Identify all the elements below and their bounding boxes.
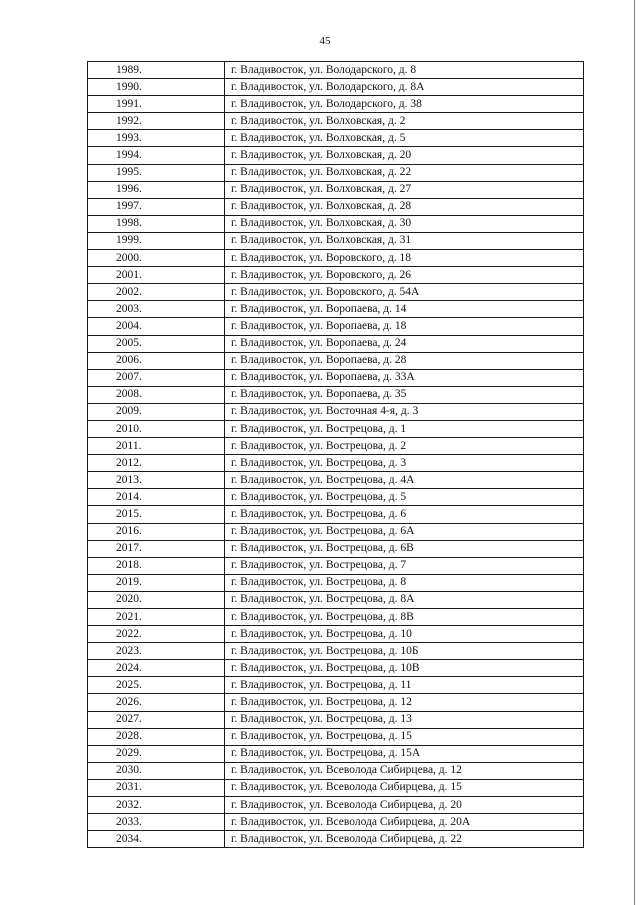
- table-row: [88, 728, 584, 745]
- table-row: [88, 250, 584, 267]
- address-cell: г. Владивосток, ул. Воровского, д. 54А: [225, 284, 584, 301]
- table-row: [88, 797, 584, 814]
- address-cell: г. Владивосток, ул. Вострецова, д. 2: [225, 438, 584, 455]
- table-row: [88, 284, 584, 301]
- row-number-cell: 2003.: [88, 301, 225, 318]
- table-row: [88, 335, 584, 352]
- row-number-cell: 1992.: [88, 113, 225, 130]
- scan-edge-line: [634, 0, 635, 905]
- address-cell: г. Владивосток, ул. Вострецова, д. 6: [225, 506, 584, 523]
- address-cell: г. Владивосток, ул. Вострецова, д. 6В: [225, 540, 584, 557]
- address-cell: г. Владивосток, ул. Всеволода Сибирцева, д. 20: [225, 797, 584, 814]
- table-row: [88, 62, 584, 79]
- address-cell: г. Владивосток, ул. Вострецова, д. 4А: [225, 472, 584, 489]
- table-row: [88, 301, 584, 318]
- address-cell: г. Владивосток, ул. Волховская, д. 20: [225, 147, 584, 164]
- row-number-cell: 2026.: [88, 694, 225, 711]
- table-row: [88, 438, 584, 455]
- table-row: [88, 609, 584, 626]
- table-row: [88, 147, 584, 164]
- table-row: [88, 745, 584, 762]
- table-row: [88, 403, 584, 420]
- row-number-cell: 1994.: [88, 147, 225, 164]
- table-row: [88, 540, 584, 557]
- table-row: [88, 472, 584, 489]
- row-number-cell: 2021.: [88, 609, 225, 626]
- table-row: [88, 660, 584, 677]
- address-cell: г. Владивосток, ул. Воропаева, д. 33А: [225, 369, 584, 386]
- address-cell: г. Владивосток, ул. Волховская, д. 31: [225, 232, 584, 249]
- table-row: [88, 181, 584, 198]
- table-row: [88, 711, 584, 728]
- row-number-cell: 2028.: [88, 728, 225, 745]
- table-row: [88, 831, 584, 848]
- address-cell: г. Владивосток, ул. Вострецова, д. 12: [225, 694, 584, 711]
- table-row: [88, 420, 584, 437]
- row-number-cell: 2034.: [88, 831, 225, 848]
- address-cell: г. Владивосток, ул. Всеволода Сибирцева, д. 15: [225, 779, 584, 796]
- row-number-cell: 2007.: [88, 369, 225, 386]
- table-row: [88, 113, 584, 130]
- row-number-cell: 2010.: [88, 420, 225, 437]
- table-row: [88, 318, 584, 335]
- row-number-cell: 2019.: [88, 574, 225, 591]
- table-row: [88, 455, 584, 472]
- address-cell: г. Владивосток, ул. Володарского, д. 8: [225, 62, 584, 79]
- address-table-body: [88, 62, 584, 848]
- table-row: [88, 232, 584, 249]
- address-cell: г. Владивосток, ул. Володарского, д. 8А: [225, 79, 584, 96]
- address-cell: г. Владивосток, ул. Вострецова, д. 7: [225, 557, 584, 574]
- row-number-cell: 2006.: [88, 352, 225, 369]
- table-row: [88, 523, 584, 540]
- address-cell: г. Владивосток, ул. Воропаева, д. 14: [225, 301, 584, 318]
- row-number-cell: 2013.: [88, 472, 225, 489]
- row-number-cell: 2024.: [88, 660, 225, 677]
- table-row: [88, 574, 584, 591]
- address-cell: г. Владивосток, ул. Воропаева, д. 35: [225, 386, 584, 403]
- table-row: [88, 130, 584, 147]
- row-number-cell: 2031.: [88, 779, 225, 796]
- table-row: [88, 164, 584, 181]
- row-number-cell: 1998.: [88, 215, 225, 232]
- row-number-cell: 2029.: [88, 745, 225, 762]
- table-row: [88, 489, 584, 506]
- row-number-cell: 1996.: [88, 181, 225, 198]
- row-number-cell: 2017.: [88, 540, 225, 557]
- address-cell: г. Владивосток, ул. Вострецова, д. 11: [225, 677, 584, 694]
- page-number: 45: [319, 35, 331, 47]
- table-row: [88, 643, 584, 660]
- table-row: [88, 814, 584, 831]
- row-number-cell: 2008.: [88, 386, 225, 403]
- address-cell: г. Владивосток, ул. Вострецова, д. 3: [225, 455, 584, 472]
- table-row: [88, 677, 584, 694]
- row-number-cell: 2015.: [88, 506, 225, 523]
- row-number-cell: 2004.: [88, 318, 225, 335]
- address-cell: г. Владивосток, ул. Вострецова, д. 1: [225, 420, 584, 437]
- table-row: [88, 369, 584, 386]
- address-cell: г. Владивосток, ул. Воропаева, д. 24: [225, 335, 584, 352]
- row-number-cell: 2030.: [88, 762, 225, 779]
- address-cell: г. Владивосток, ул. Вострецова, д. 10В: [225, 660, 584, 677]
- address-cell: г. Владивосток, ул. Вострецова, д. 13: [225, 711, 584, 728]
- address-cell: г. Владивосток, ул. Всеволода Сибирцева, д. 22: [225, 831, 584, 848]
- table-row: [88, 626, 584, 643]
- table-row: [88, 352, 584, 369]
- address-cell: г. Владивосток, ул. Вострецова, д. 8В: [225, 609, 584, 626]
- table-row: [88, 762, 584, 779]
- row-number-cell: 2016.: [88, 523, 225, 540]
- row-number-cell: 2002.: [88, 284, 225, 301]
- address-cell: г. Владивосток, ул. Вострецова, д. 8: [225, 574, 584, 591]
- address-cell: г. Владивосток, ул. Вострецова, д. 10: [225, 626, 584, 643]
- address-cell: г. Владивосток, ул. Володарского, д. 38: [225, 96, 584, 113]
- table-row: [88, 215, 584, 232]
- table-row: [88, 557, 584, 574]
- address-cell: г. Владивосток, ул. Вострецова, д. 15: [225, 728, 584, 745]
- table-row: [88, 79, 584, 96]
- row-number-cell: 1990.: [88, 79, 225, 96]
- table-row: [88, 96, 584, 113]
- row-number-cell: 1999.: [88, 232, 225, 249]
- row-number-cell: 2020.: [88, 591, 225, 608]
- address-cell: г. Владивосток, ул. Волховская, д. 22: [225, 164, 584, 181]
- table-row: [88, 694, 584, 711]
- address-cell: г. Владивосток, ул. Воропаева, д. 18: [225, 318, 584, 335]
- address-cell: г. Владивосток, ул. Волховская, д. 27: [225, 181, 584, 198]
- address-cell: г. Владивосток, ул. Вострецова, д. 15А: [225, 745, 584, 762]
- address-cell: г. Владивосток, ул. Восточная 4-я, д. 3: [225, 403, 584, 420]
- row-number-cell: 2001.: [88, 267, 225, 284]
- table-row: [88, 506, 584, 523]
- row-number-cell: 2018.: [88, 557, 225, 574]
- address-cell: г. Владивосток, ул. Волховская, д. 5: [225, 130, 584, 147]
- row-number-cell: 1991.: [88, 96, 225, 113]
- address-cell: г. Владивосток, ул. Волховская, д. 30: [225, 215, 584, 232]
- row-number-cell: 2032.: [88, 797, 225, 814]
- address-cell: г. Владивосток, ул. Вострецова, д. 5: [225, 489, 584, 506]
- row-number-cell: 2027.: [88, 711, 225, 728]
- row-number-cell: 2012.: [88, 455, 225, 472]
- table-row: [88, 386, 584, 403]
- row-number-cell: 2011.: [88, 438, 225, 455]
- row-number-cell: 1997.: [88, 198, 225, 215]
- address-cell: г. Владивосток, ул. Воропаева, д. 28: [225, 352, 584, 369]
- table-row: [88, 267, 584, 284]
- address-cell: г. Владивосток, ул. Волховская, д. 28: [225, 198, 584, 215]
- address-table: [87, 61, 584, 848]
- row-number-cell: 2000.: [88, 250, 225, 267]
- row-number-cell: 1993.: [88, 130, 225, 147]
- address-cell: г. Владивосток, ул. Вострецова, д. 8А: [225, 591, 584, 608]
- row-number-cell: 2022.: [88, 626, 225, 643]
- address-cell: г. Владивосток, ул. Вострецова, д. 10Б: [225, 643, 584, 660]
- row-number-cell: 2033.: [88, 814, 225, 831]
- row-number-cell: 2014.: [88, 489, 225, 506]
- row-number-cell: 1989.: [88, 62, 225, 79]
- row-number-cell: 2023.: [88, 643, 225, 660]
- table-row: [88, 591, 584, 608]
- row-number-cell: 1995.: [88, 164, 225, 181]
- address-cell: г. Владивосток, ул. Вострецова, д. 6А: [225, 523, 584, 540]
- table-row: [88, 779, 584, 796]
- address-cell: г. Владивосток, ул. Всеволода Сибирцева, д. 20А: [225, 814, 584, 831]
- address-cell: г. Владивосток, ул. Воровского, д. 26: [225, 267, 584, 284]
- address-cell: г. Владивосток, ул. Воровского, д. 18: [225, 250, 584, 267]
- address-cell: г. Владивосток, ул. Волховская, д. 2: [225, 113, 584, 130]
- table-row: [88, 198, 584, 215]
- address-cell: г. Владивосток, ул. Всеволода Сибирцева, д. 12: [225, 762, 584, 779]
- row-number-cell: 2005.: [88, 335, 225, 352]
- row-number-cell: 2009.: [88, 403, 225, 420]
- row-number-cell: 2025.: [88, 677, 225, 694]
